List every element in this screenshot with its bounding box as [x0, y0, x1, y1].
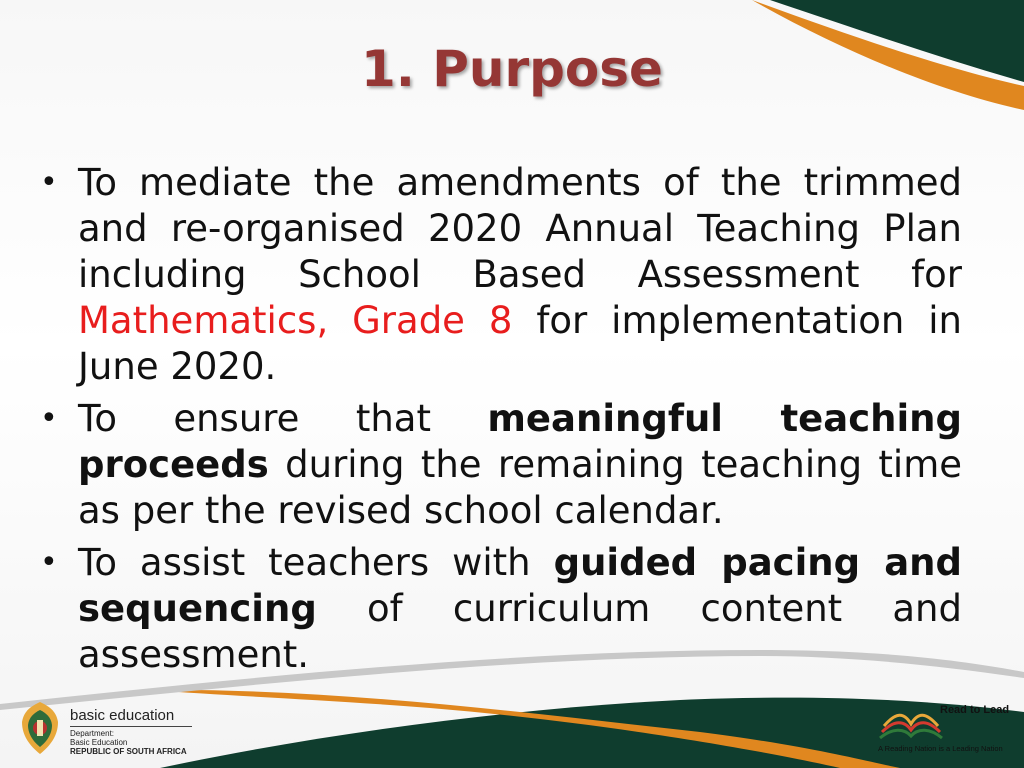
- bullet-icon: •: [40, 165, 58, 200]
- page-title: 1. Purpose: [361, 40, 663, 98]
- open-book-icon: [876, 702, 946, 746]
- logo-divider: [70, 726, 192, 727]
- bullet-text: To mediate the amendments of the trimmed and re-organised 2020 Annual Teaching Plan including School Based Assessment for: [78, 161, 962, 296]
- subject-highlight: Mathematics, Grade 8: [78, 299, 513, 342]
- bold-phrase: meaningful teaching proceeds: [78, 397, 963, 486]
- bullet-text-end: of curriculum content and assessment.: [78, 587, 962, 676]
- basic-education-logo: [18, 700, 218, 760]
- bullet-icon: •: [40, 401, 58, 436]
- read-to-lead-logo: [874, 700, 1014, 762]
- list-item: [30, 396, 962, 534]
- logo-tagline: A Reading Nation is a Leading Nation: [878, 744, 1003, 753]
- bullet-text: To assist teachers with: [78, 541, 554, 584]
- bullet-text-end: during the remaining teaching time as per the revised school calendar.: [78, 443, 962, 532]
- logo-line3: REPUBLIC OF SOUTH AFRICA: [70, 747, 187, 756]
- bullet-icon: •: [40, 545, 58, 580]
- logo-line1: Department:: [70, 729, 115, 738]
- bullet-text: To ensure that: [78, 397, 488, 440]
- list-item: [30, 540, 962, 678]
- logo-title: Read to Lead: [940, 704, 1010, 716]
- bullet-text-end: for implementation in June 2020.: [78, 299, 962, 388]
- logo-name: basic education: [70, 707, 175, 724]
- bullet-list: [30, 160, 962, 684]
- bold-phrase: guided pacing and sequencing: [78, 541, 962, 630]
- list-item: [30, 160, 962, 390]
- coat-of-arms-icon: [18, 700, 62, 756]
- logo-line2: Basic Education: [70, 738, 128, 747]
